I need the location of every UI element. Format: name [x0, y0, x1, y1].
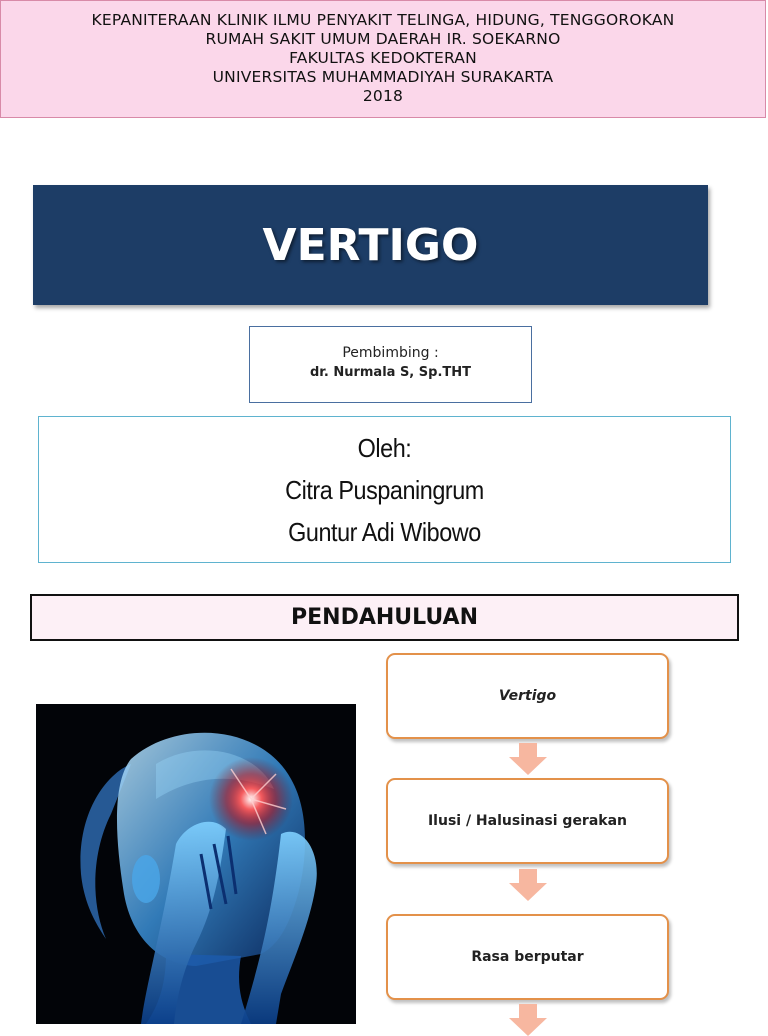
author-name: Guntur Adi Wibowo	[288, 517, 481, 547]
flow-step-illusion	[386, 778, 669, 864]
supervisor-box	[249, 326, 532, 403]
arrow-down-icon	[509, 1004, 547, 1036]
supervisor-name: dr. Nurmala S, Sp.THT	[310, 365, 471, 380]
author-name: Citra Puspaningrum	[285, 475, 484, 505]
head-pain-illustration	[36, 704, 356, 1024]
section-heading-box	[30, 594, 739, 641]
supervisor-label: Pembimbing :	[342, 345, 439, 361]
authors-label: Oleh:	[357, 433, 412, 463]
header-line-university: UNIVERSITAS MUHAMMADIYAH SURAKARTA	[212, 68, 554, 86]
flow-step-label: Ilusi / Halusinasi gerakan	[427, 813, 628, 829]
section-heading: PENDAHULUAN	[291, 605, 478, 630]
flow-step-label: Rasa berputar	[471, 949, 584, 965]
page-title: VERTIGO	[262, 219, 479, 271]
flow-step-label: Vertigo	[498, 688, 557, 704]
arrow-down-icon	[509, 743, 547, 775]
header-banner	[0, 0, 766, 118]
authors-box	[38, 416, 731, 563]
header-line-hospital: RUMAH SAKIT UMUM DAERAH IR. SOEKARNO	[205, 30, 561, 48]
flow-step-spinning	[386, 914, 669, 1000]
header-line-faculty: FAKULTAS KEDOKTERAN	[289, 49, 477, 67]
header-line-year: 2018	[362, 87, 404, 105]
flow-step-vertigo	[386, 653, 669, 739]
head-pain-icon	[36, 704, 356, 1024]
title-box	[33, 185, 708, 305]
arrow-down-icon	[509, 869, 547, 901]
header-line-department: KEPANITERAAN KLINIK ILMU PENYAKIT TELINGA, HIDUNG, TENGGOROKAN	[91, 11, 675, 29]
